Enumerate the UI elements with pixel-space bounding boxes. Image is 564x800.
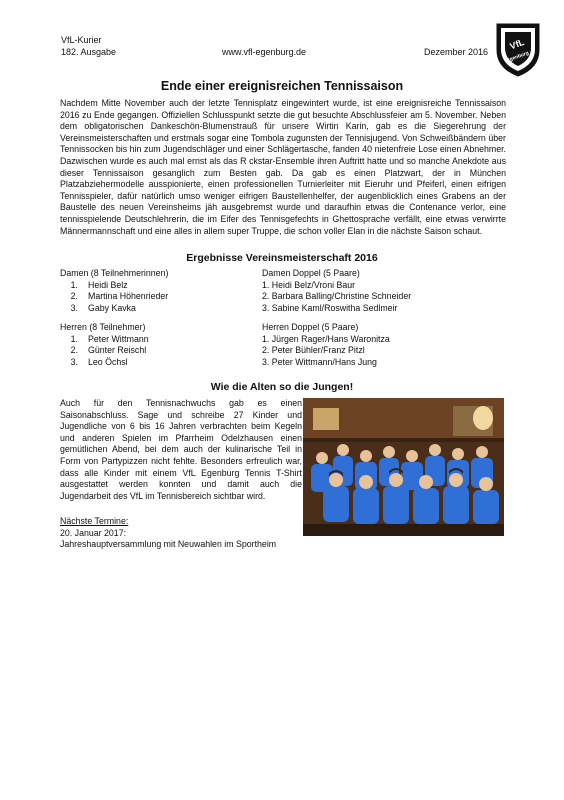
club-name: VfL-Kurier xyxy=(61,35,102,45)
svg-text:Egenburg: Egenburg xyxy=(505,50,530,64)
list-item: 2. Martina Höhenrieder xyxy=(70,291,169,302)
results-damen-doppel xyxy=(262,268,506,314)
list-item: 1. Jürgen Rager/Hans Waronitza xyxy=(262,333,390,344)
results-herren-head: Herren (8 Teilnehmer) xyxy=(60,322,146,332)
list-item: 2. Peter Bühler/Franz Pitzl xyxy=(262,345,365,356)
list-item: 1. Peter Wittmann xyxy=(70,333,149,344)
events-label: Nächste Termine: xyxy=(60,516,129,526)
issue-number: 182. Ausgabe xyxy=(61,47,117,57)
list-item: 3. Sabine Kaml/Roswitha Sedlmeir xyxy=(262,302,398,313)
youth-text: Auch für den Tennisnachwuchs gab es einen Saisonabschluss. Sage und schreibe 27 Kinder und Jugendliche von 6 bis 16 Jahren verbrachten beim Kegeln und anderen Spielen im Pfarrheim Odelzhausen einen gemütlichen Abend, bei dem auch der kulinarische Teil in Form von Partypizzen nicht fehlte. Besonders erfreulich war, dass alle Kinder mit einem VfL Egenburg Tennis T-Shirt ausgestattet werden konnten und damit auch die Jugendarbeit des VfL im Tennisbereich sichtbar wird. xyxy=(60,398,302,501)
website-link[interactable]: www.vfl-egenburg.de xyxy=(222,47,307,57)
event-description: Jahreshauptversammlung mit Neuwahlen im Sportheim xyxy=(60,539,277,550)
event-date: 20. Januar 2017: xyxy=(60,527,127,538)
results-herren xyxy=(60,322,260,368)
list-item: 1. Heidi Belz/Vroni Baur xyxy=(262,279,356,290)
club-logo xyxy=(493,20,543,78)
youth-heading: Wie die Alten so die Jungen! xyxy=(210,381,354,393)
svg-text:VfL: VfL xyxy=(508,37,526,52)
results-heading: Ergebnisse Vereinsmeisterschaft 2016 xyxy=(186,252,378,264)
article-intro: Nachdem Mitte November auch der letzte Tennisplatz eingewintert wurde, ist eine ereignisreiche Tennissaison 2016 zu Ende gegangen. Offiziellen Schlusspunkt setzte die gut besuchte Abschlussfeier am 5. November. Neben dem obligatorischen Dankeschön-Blumenstrauß für unsere Wirtin Karin, gab es die Siegerehrung der Vereinsmeisterschaften und erstmals sogar eine Tombola zugunsten der Tennisjugend. Von Schweißbändern über Tennissocken bis hin zum Jugendschläger und einer Schlägertasche, fanden 40 nietenfreie Lose einen Abnehmer. Dazwischen wurde es auch mal ernst als das R ckstar-Ensemble ihren Auftritt hatte und so manche Anekdote aus dieser Tennissaison gesanglich zum Besten gab. Da gab es einen Platzwart, der in München Platzabziehermodelle ausspionierte, einen professionellen Turnierleiter mit Eieruhr und Pfeiferl, einen eifrigen Tennisspieler, dafür natürlich umso weniger eifrigen Baustellenhelfer, der augenblicklich eines Grabens an der Baustelle des neuen Vereinsheims jäh ausgebremst wurde und daraufhin etwas die Contenance verlor, eine tennisspielende Deutschlehrerin, die im Eifer des Tennisgefechts in Ghettosprache verfällt, eine etwas verwirrte Männermannschaft und eine alles in allem super Truppe, die schon voller Elan in die nächste Saison schaut. xyxy=(60,98,506,236)
results-damen xyxy=(60,268,260,314)
results-herren-doppel xyxy=(262,322,506,368)
results-damen-head: Damen (8 Teilnehmerinnen) xyxy=(60,268,169,278)
list-item: 3. Peter Wittmann/Hans Jung xyxy=(262,356,377,367)
upcoming-events xyxy=(60,516,276,551)
list-item: 2. Günter Reischl xyxy=(70,345,147,356)
issue-date: Dezember 2016 xyxy=(424,47,489,57)
list-item: 3. Leo Öchsl xyxy=(70,356,128,367)
results-damen-doppel-head: Damen Doppel (5 Paare) xyxy=(262,268,360,278)
list-item: 2. Barbara Balling/Christine Schneider xyxy=(262,291,412,302)
list-item: 1. Heidi Belz xyxy=(70,279,128,290)
group-photo xyxy=(303,398,504,536)
list-item: 3. Gaby Kavka xyxy=(70,302,136,313)
article-title: Ende einer ereignisreichen Tennissaison xyxy=(160,79,404,93)
results-herren-doppel-head: Herren Doppel (5 Paare) xyxy=(262,322,359,332)
header-left xyxy=(61,34,116,58)
